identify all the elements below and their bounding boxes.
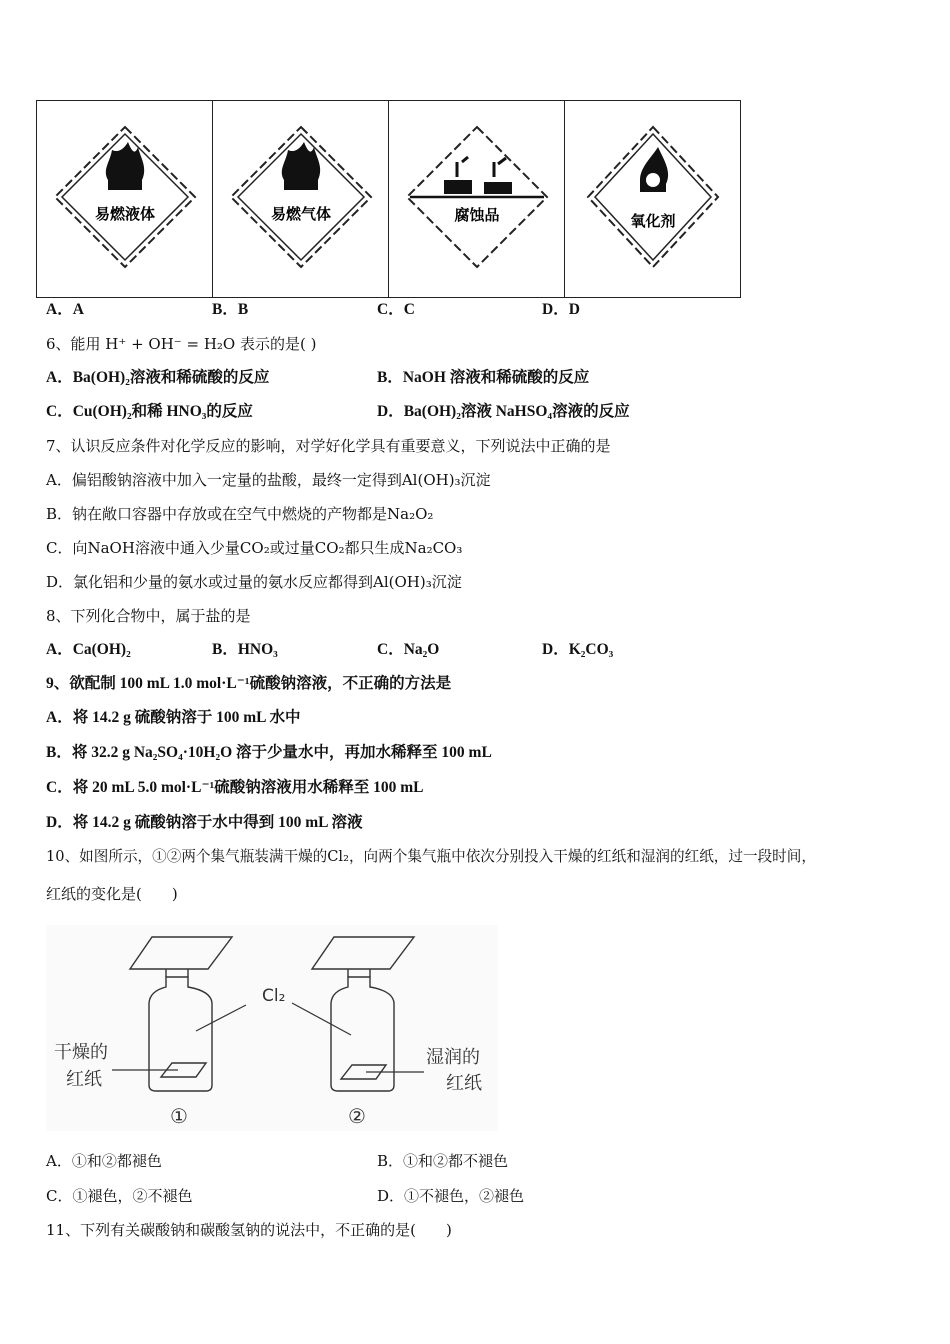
q7-option-b[interactable]: B．钠在敞口容器中存放或在空气中燃烧的产物都是Na₂O₂ <box>46 505 434 523</box>
dry-paper-label-1: 干燥的 <box>54 1042 108 1063</box>
svg-text:易燃液体: 易燃液体 <box>94 205 155 223</box>
q9-stem: 9、欲配制 100 mL 1.0 mol·L⁻¹硫酸钠溶液，不正确的方法是 <box>46 675 452 692</box>
q5-option-c[interactable]: C．C <box>377 301 415 318</box>
gas-label: Cl₂ <box>262 986 286 1006</box>
flammable-gas-sign-icon <box>226 122 376 272</box>
q6-option-a[interactable]: A．Ba(OH)₂溶液和稀硫酸的反应 <box>46 369 270 386</box>
bottle-2-label: ② <box>348 1104 366 1128</box>
q10-option-b[interactable]: B．①和②都不褪色 <box>377 1152 509 1170</box>
q10-stem-line2: 红纸的变化是( ) <box>46 885 178 903</box>
svg-text:氧化剂: 氧化剂 <box>629 212 676 230</box>
q8-option-a[interactable]: A．Ca(OH)₂ <box>46 641 131 658</box>
q6-option-d[interactable]: D．Ba(OH)₂溶液 NaHSO₄溶液的反应 <box>377 403 630 420</box>
gas-bottle-diagram <box>46 925 498 1131</box>
svg-text:易燃气体: 易燃气体 <box>270 205 331 223</box>
hazard-sign-table <box>36 100 741 298</box>
q7-stem: 7、认识反应条件对化学反应的影响，对学好化学具有重要意义，下列说法中正确的是 <box>46 437 611 455</box>
q5-option-b[interactable]: B．B <box>212 301 249 318</box>
q10-stem-line1: 10、如图所示，①②两个集气瓶装满干燥的Cl₂，向两个集气瓶中依次分别投入干燥的红纸和湿润的红纸，过一段时间， <box>46 848 816 865</box>
q9-option-d[interactable]: D．将 14.2 g 硫酸钠溶于水中得到 100 mL 溶液 <box>46 814 363 831</box>
q9-option-c[interactable]: C．将 20 mL 5.0 mol·L⁻¹硫酸钠溶液用水稀释至 100 mL <box>46 779 424 796</box>
svg-text:腐蚀品: 腐蚀品 <box>453 206 500 224</box>
sign-cell-d <box>565 101 741 298</box>
wet-paper-label-1: 湿润的 <box>426 1047 480 1068</box>
q10-option-a[interactable]: A．①和②都褪色 <box>46 1152 162 1170</box>
q5-option-a[interactable]: A．A <box>46 301 84 318</box>
corrosive-sign-icon <box>402 122 552 272</box>
q11-stem: 11、下列有关碳酸钠和碳酸氢钠的说法中，不正确的是( ) <box>46 1221 452 1239</box>
q7-option-d[interactable]: D．氯化铝和少量的氨水或过量的氨水反应都得到Al(OH)₃沉淀 <box>46 573 462 591</box>
sign-cell-c <box>389 101 565 298</box>
sign-cell-a <box>37 101 213 298</box>
q6-stem: 6、能用 H⁺ + OH⁻ = H₂O 表示的是( ) <box>46 335 317 353</box>
q8-option-d[interactable]: D．K₂CO₃ <box>542 641 614 658</box>
q8-option-c[interactable]: C．Na₂O <box>377 641 440 658</box>
q6-option-b[interactable]: B．NaOH 溶液和稀硫酸的反应 <box>377 369 590 386</box>
oxidizer-sign-icon <box>578 122 728 272</box>
q8-stem: 8、下列化合物中，属于盐的是 <box>46 607 251 625</box>
q7-option-a[interactable]: A．偏铝酸钠溶液中加入一定量的盐酸，最终一定得到Al(OH)₃沉淀 <box>46 471 491 489</box>
wet-paper-label-2: 红纸 <box>446 1073 482 1094</box>
q7-option-c[interactable]: C．向NaOH溶液中通入少量CO₂或过量CO₂都只生成Na₂CO₃ <box>46 539 463 557</box>
flammable-liquid-sign-icon <box>50 122 200 272</box>
q8-option-b[interactable]: B．HNO₃ <box>212 641 278 658</box>
q5-option-d[interactable]: D．D <box>542 301 580 318</box>
q9-option-a[interactable]: A．将 14.2 g 硫酸钠溶于 100 mL 水中 <box>46 709 301 726</box>
q10-option-c[interactable]: C．①褪色，②不褪色 <box>46 1187 193 1205</box>
q9-option-b[interactable]: B．将 32.2 g Na₂SO₄·10H₂O 溶于少量水中，再加水稀释至 100 mL <box>46 744 492 761</box>
bottle-1-label: ① <box>170 1104 188 1128</box>
sign-cell-b <box>213 101 389 298</box>
dry-paper-label-2: 红纸 <box>66 1069 102 1090</box>
q6-option-c[interactable]: C．Cu(OH)₂和稀 HNO₃的反应 <box>46 403 253 420</box>
q10-option-d[interactable]: D．①不褪色，②褪色 <box>377 1187 525 1205</box>
